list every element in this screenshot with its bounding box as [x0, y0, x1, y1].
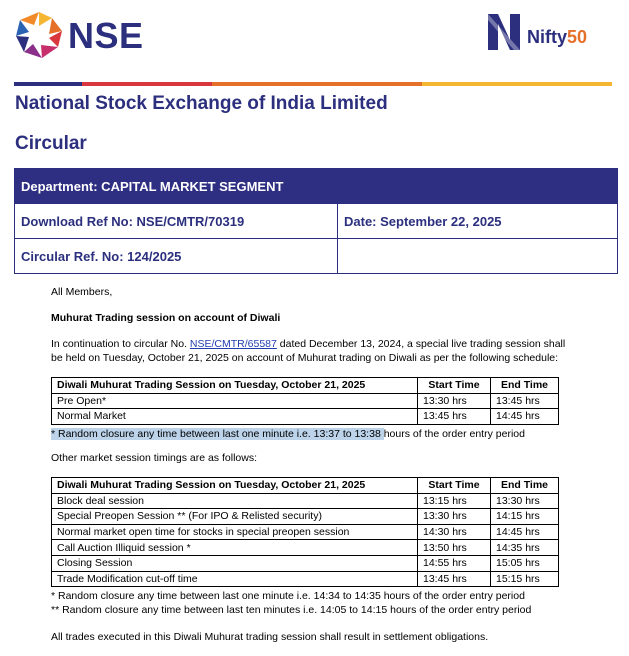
salutation: All Members, [51, 286, 113, 298]
table-row [52, 571, 559, 587]
table-row [52, 509, 559, 525]
empty-cell [338, 239, 618, 274]
subject-line: Muhurat Trading session on account of Diwali [51, 312, 281, 324]
nifty50-wordmark [527, 26, 587, 48]
intro-paragraph-line2: be held on Tuesday, October 21, 2025 on account of Muhurat trading on Diwali as per the following schedule: [51, 352, 559, 364]
footnote-preopen [51, 427, 525, 441]
circular-ref-cell: Circular Ref. No: 124/2025 [15, 239, 338, 274]
table-row [52, 409, 559, 425]
column-header: End Time [491, 378, 559, 394]
session-name: Normal market open time for stocks in special preopen session [52, 524, 418, 540]
stripe-segment-1 [14, 82, 82, 86]
end-time: 15:05 hrs [491, 555, 559, 571]
column-header: Diwali Muhurat Trading Session on Tuesday, October 21, 2025 [52, 378, 418, 394]
end-time: 15:15 hrs [491, 571, 559, 587]
start-time: 14:30 hrs [418, 524, 491, 540]
session-name: Special Preopen Session ** (For IPO & Relisted security) [52, 509, 418, 525]
stripe-segment-4 [422, 82, 612, 86]
start-time: 13:15 hrs [418, 493, 491, 509]
end-time: 13:45 hrs [491, 393, 559, 409]
organization-title: National Stock Exchange of India Limited [15, 93, 388, 114]
circular-info-table [14, 168, 618, 274]
column-header: Diwali Muhurat Trading Session on Tuesday, October 21, 2025 [52, 478, 418, 494]
table-row [52, 540, 559, 556]
nifty-prefix: Nifty [527, 27, 567, 47]
intro-pre: In continuation to circular No. [51, 338, 190, 350]
session-name: Closing Session [52, 555, 418, 571]
footnote-special-preopen: ** Random closure any time between last ten minutes i.e. 14:05 to 14:15 hours of the order entry period [51, 604, 532, 616]
stripe-segment-3 [212, 82, 422, 86]
intro-post: dated December 13, 2024, a special live trading session shall [276, 338, 566, 350]
table-row [52, 524, 559, 540]
footnote-rest: hours of the order entry period [383, 428, 525, 440]
nifty-logo-icon [484, 12, 524, 52]
table-row [52, 493, 559, 509]
end-time: 14:45 hrs [491, 524, 559, 540]
start-time: 13:30 hrs [418, 393, 491, 409]
end-time: 14:35 hrs [491, 540, 559, 556]
session-name: Call Auction Illiquid session * [52, 540, 418, 556]
table-header-row [52, 378, 559, 394]
highlighted-text: * Random closure any time between last one minute i.e. 13:37 to 13:38 [51, 428, 384, 440]
reference-circular-link[interactable]: NSE/CMTR/65587 [189, 338, 277, 350]
session-name: Trade Modification cut-off time [52, 571, 418, 587]
session-name: Normal Market [52, 409, 418, 425]
end-time: 13:30 hrs [491, 493, 559, 509]
start-time: 13:30 hrs [418, 509, 491, 525]
start-time: 13:50 hrs [418, 540, 491, 556]
table-row [52, 555, 559, 571]
table-header-row [52, 478, 559, 494]
other-timings-intro: Other market session timings are as follows: [51, 452, 257, 464]
column-header: Start Time [418, 478, 491, 494]
other-sessions-table [51, 477, 559, 587]
closing-statement: All trades executed in this Diwali Muhurat trading session shall result in settlement obligations. [51, 631, 489, 643]
intro-paragraph-line1 [51, 337, 565, 351]
page-header [0, 0, 629, 84]
column-header: End Time [491, 478, 559, 494]
start-time: 13:45 hrs [418, 409, 491, 425]
download-ref-cell: Download Ref No: NSE/CMTR/70319 [15, 204, 338, 239]
session-name: Pre Open* [52, 393, 418, 409]
nifty-suffix: 50 [567, 27, 588, 47]
muhurat-schedule-table [51, 377, 559, 425]
end-time: 14:45 hrs [491, 409, 559, 425]
document-type-title: Circular [15, 133, 87, 154]
date-cell: Date: September 22, 2025 [338, 204, 618, 239]
footnote-call-auction: * Random closure any time between last one minute i.e. 14:34 to 14:35 hours of the order entry period [51, 590, 525, 602]
department-cell: Department: CAPITAL MARKET SEGMENT [15, 169, 618, 204]
start-time: 13:45 hrs [418, 571, 491, 587]
nse-wordmark: NSE [68, 15, 144, 56]
column-header: Start Time [418, 378, 491, 394]
table-row [52, 393, 559, 409]
end-time: 14:15 hrs [491, 509, 559, 525]
stripe-segment-2 [82, 82, 212, 86]
start-time: 14:55 hrs [418, 555, 491, 571]
nse-logo-icon [16, 12, 62, 58]
session-name: Block deal session [52, 493, 418, 509]
